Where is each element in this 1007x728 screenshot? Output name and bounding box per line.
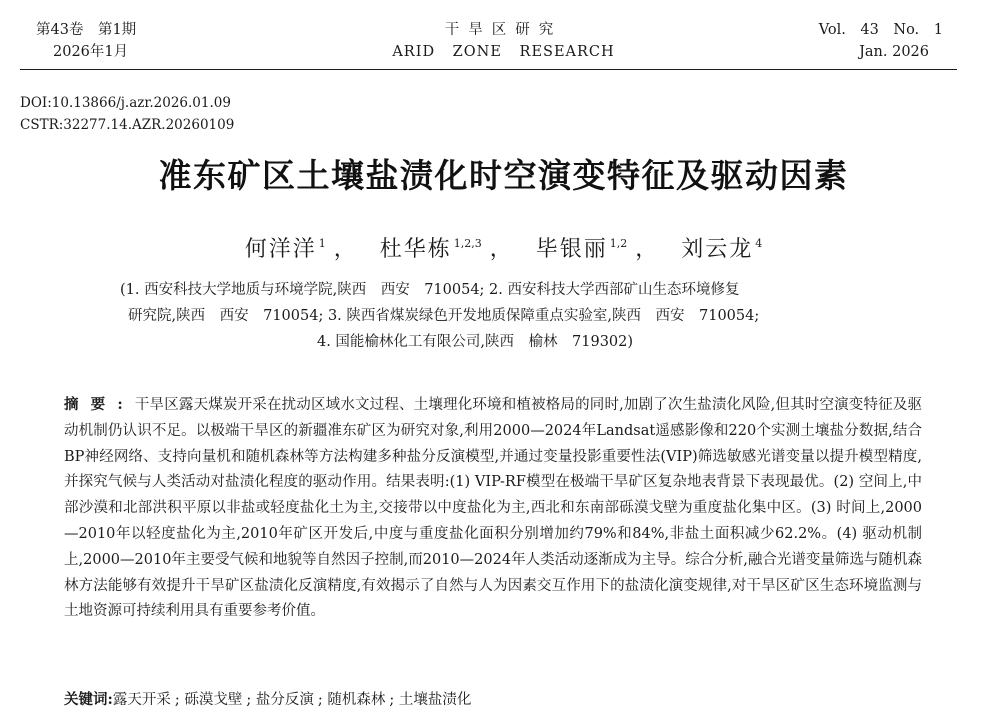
paper-title: 准东矿区土壤盐渍化时空演变特征及驱动因素 <box>158 156 849 195</box>
author-name: 毕银丽 <box>535 237 608 262</box>
author-affiliation-mark: 1 <box>318 237 326 250</box>
abstract <box>64 392 922 625</box>
affiliation-line: (1. 西安科技大学地质与环境学院,陕西 西安 710054; 2. 西安科技大学西部矿山生态环境修复 <box>120 282 740 298</box>
volume-issue-en: Vol. 43 No. 1 <box>818 22 943 38</box>
author-affiliation-mark: 1,2,3 <box>453 237 482 250</box>
issue-info-en <box>819 19 943 63</box>
author-name: 刘云龙 <box>681 237 754 262</box>
affiliations <box>120 277 860 355</box>
abstract-label: 摘要: <box>64 396 135 413</box>
journal-name-cn: 干旱区研究 <box>444 22 563 38</box>
cstr: CSTR:32277.14.AZR.20260109 <box>20 117 235 133</box>
keywords <box>64 687 475 713</box>
author-affiliation-mark: 4 <box>755 237 763 250</box>
date-cn: 2026年1月 <box>53 44 129 60</box>
author-name: 何洋洋 <box>244 237 317 262</box>
affiliation-line: 4. 国能榆林化工有限公司,陕西 榆林 719302) <box>316 334 634 350</box>
keyword: 砾漠戈壁 <box>184 692 243 708</box>
affiliation-line: 研究院,陕西 西安 710054; 3. 陕西省煤炭绿色开发地质保障重点实验室,陕西 西安 710054; <box>128 308 760 324</box>
keyword-separator: ; <box>389 692 399 708</box>
keyword: 盐分反演 <box>255 692 314 708</box>
author-separator: ， <box>489 237 514 262</box>
author-affiliation-mark: 1,2 <box>609 237 628 250</box>
author-list <box>0 232 1007 263</box>
keywords-label: 关键词: <box>64 691 113 708</box>
doi: DOI:10.13866/j.azr.2026.01.09 <box>20 95 231 111</box>
author-separator: ， <box>333 237 358 262</box>
author-name: 杜华栋 <box>379 237 452 262</box>
keyword: 土壤盐渍化 <box>398 692 472 708</box>
keyword: 露天开采 <box>112 692 171 708</box>
date-en: Jan. 2026 <box>859 44 929 60</box>
abstract-text: 干旱区露天煤炭开采在扰动区域水文过程、土壤理化环境和植被格局的同时,加剧了次生盐渍化风险,但其时空演变特征及驱动机制仍认识不足。以极端干旱区的新疆准东矿区为研究对象,利用2000—2024年Landsat遥感影像和220个实测土壤盐分数据,结合BP神经网络、支持向量机和随机森林等方法构建多种盐分反演模型,并通过变量投影重要性法(VIP)筛选敏感光谱变量以提升模型精度,并探究气候与人类活动对盐渍化程度的驱动作用。结果表明:(1) VIP-RF模型在极端干旱矿区复杂地表背景下表现最优。(2) 空间上,中部沙漠和北部洪积平原以非盐或轻度盐化土为主,交接带以中度盐化为主,西北和东南部砾漠戈壁为重度盐化集中区。(3) 时间上,2000—2010年以轻度盐化为主,2010年矿区开发后,中度与重度盐化面积分别增加约79%和84%,非盐土面积减少62.2%。(4) 驱动机制上,2000—2010年主要受气候和地貌等自然因子控制,而2010—2024年人类活动逐渐成为主导。综合分析,融合光谱变量筛选与随机森林方法能够有效提升干旱矿区盐渍化反演精度,有效揭示了自然与人为因素交互作用下的盐渍化演变规律,对干旱区矿区生态环境监测与土地资源可持续利用具有重要参考价值。 <box>64 397 922 620</box>
keyword: 随机森林 <box>327 692 386 708</box>
journal-name-en: ARID ZONE RESEARCH <box>392 44 615 60</box>
keyword-separator: ; <box>174 692 185 708</box>
keyword-separator: ; <box>246 692 256 708</box>
volume-issue-cn: 第43卷 第1期 <box>36 22 137 38</box>
header-rule <box>20 69 957 70</box>
author-separator: ， <box>635 237 660 262</box>
keyword-separator: ; <box>317 692 328 708</box>
identifiers <box>20 92 234 136</box>
